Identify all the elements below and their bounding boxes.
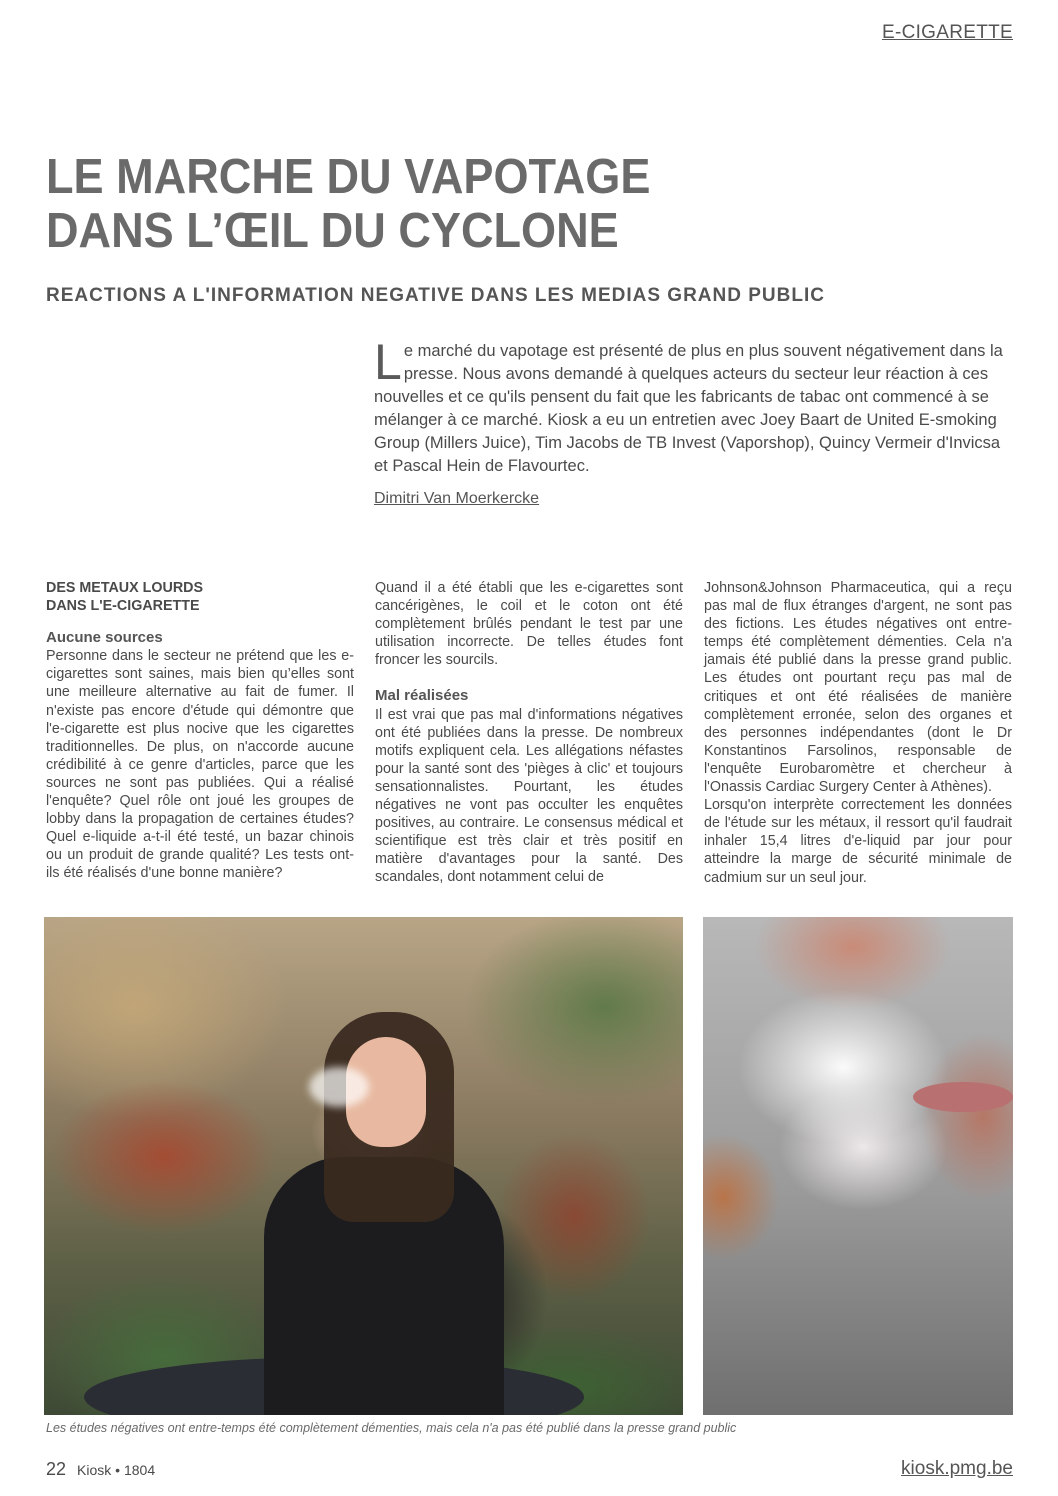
intro-paragraph: [374, 334, 1016, 478]
article-column-3: [704, 579, 1012, 887]
article-subtitle: REACTIONS A L'INFORMATION NEGATIVE DANS LES MEDIAS GRAND PUBLIC: [46, 285, 825, 306]
subheading-aucune-sources: Aucune sources: [46, 629, 163, 647]
article-column-2: [375, 579, 683, 887]
photo-vapor-shape: [309, 1067, 369, 1107]
photo-caption: Les études négatives ont entre-temps été complètement démenties, mais cela n'a pas été publié dans la presse grand public: [46, 1421, 737, 1435]
photo-vapor-closeup: [703, 917, 1013, 1415]
article-title: [46, 150, 800, 258]
body-paragraph-4: Johnson&Johnson Pharmaceutica, qui a reçu pas mal de flux étranges d'argent, ne sont pas des fictions. Les études négatives ont entre-temps été complètement démenties. Cela n'a jamais été publié dans la presse grand public. Les études ont pourtant reçu pas mal de critiques et ont été réalisées de manière complètement erronée, selon des organes et des personnes indépendantes (dont le Dr Konstantinos Farsolinos, responsable de l'enquête Eurobaromètre et chercheur à l'Onassis Cardiac Surgery Center à Athènes).: [704, 580, 1012, 796]
body-paragraph-1: Personne dans le secteur ne prétend que les e-cigarettes sont saines, mais bien qu’elles sont une meilleure alternative au fait de fumer. Il n'existe pas encore d'étude qui démontre que l'e-cigarette est plus nocive que les cigarettes traditionnelles. De plus, on n'accorde aucune crédibilité à ce genre d'articles, parce que les sources ne sont pas publiées. Qui a réalisé l'enquête? Quel rôle ont joué les groupes de lobby dans la propagation de certaines études? Quel e-liquide a-t-il été testé, un bazar chinois ou un produit de grande qualité? Les tests ont-ils été réalisés d'une bonne manière?: [46, 648, 354, 882]
drop-cap: L: [374, 334, 402, 390]
photo-woman-vaping: [44, 917, 683, 1415]
author-byline[interactable]: Dimitri Van Moerkercke: [374, 490, 540, 507]
magazine-issue: Kiosk • 1804: [77, 1462, 156, 1478]
body-paragraph-3: Il est vrai que pas mal d'informations négatives ont été publiées dans la presse. De nombreux motifs expliquent cela. Les allégations néfastes pour la santé sont des 'pièges à clic' et toujours sensationnalistes. Pourtant, les études négatives ne vont pas occulter les enquêtes positives, au contraire. Le consensus médical et scientifique est très clair et très positif en matière d'avantages pour la santé. Des scandales, dont notamment celui de: [375, 706, 683, 886]
title-line-2: DANS L’ŒIL DU CYCLONE: [46, 204, 619, 258]
body-paragraph-5: Lorsqu'on interprète correctement les données de l'étude sur les métaux, il ressort qu'il faudrait inhaler 15,4 litres d'e-liquid par jour pour atteindre la marge de sécurité minimale de cadmium sur un seul jour.: [704, 797, 1012, 886]
body-paragraph-2: Quand il a été établi que les e-cigarettes sont cancérigènes, le coil et le coton ont été complètement brûlés pendant le test par une utilisation incorrecte. De telles études font froncer les sourcils.: [375, 580, 683, 669]
subheading-mal-realisees: Mal réalisées: [375, 687, 469, 705]
footer-left: [46, 1459, 155, 1480]
section-heading: [46, 579, 354, 615]
section-heading-line-1: DES METAUX LOURDS: [46, 580, 204, 596]
section-tag: E-CIGARETTE: [881, 22, 1013, 43]
intro-text: e marché du vapotage est présenté de plus en plus souvent négativement dans la presse. Nous avons demandé à quelques acteurs du secteur leur réaction à ces nouvelles et ce qu'ils pensent du fait que les fabricants de tabac ont commencé à se mélanger à ce marché. Kiosk a eu un entretien avec Joey Baart de United E-smoking Group (Millers Juice), Tim Jacobs de TB Invest (Vaporshop), Quincy Vermeir d'Invicsa et Pascal Hein de Flavourtec.: [374, 342, 1003, 475]
footer-website-link[interactable]: kiosk.pmg.be: [901, 1458, 1013, 1479]
title-line-1: LE MARCHE DU VAPOTAGE: [46, 150, 651, 204]
page-number: 22: [46, 1459, 67, 1479]
section-heading-line-2: DANS L'E-CIGARETTE: [46, 598, 200, 615]
photo-lip-shape: [913, 1082, 1013, 1112]
article-column-1: [46, 579, 354, 883]
